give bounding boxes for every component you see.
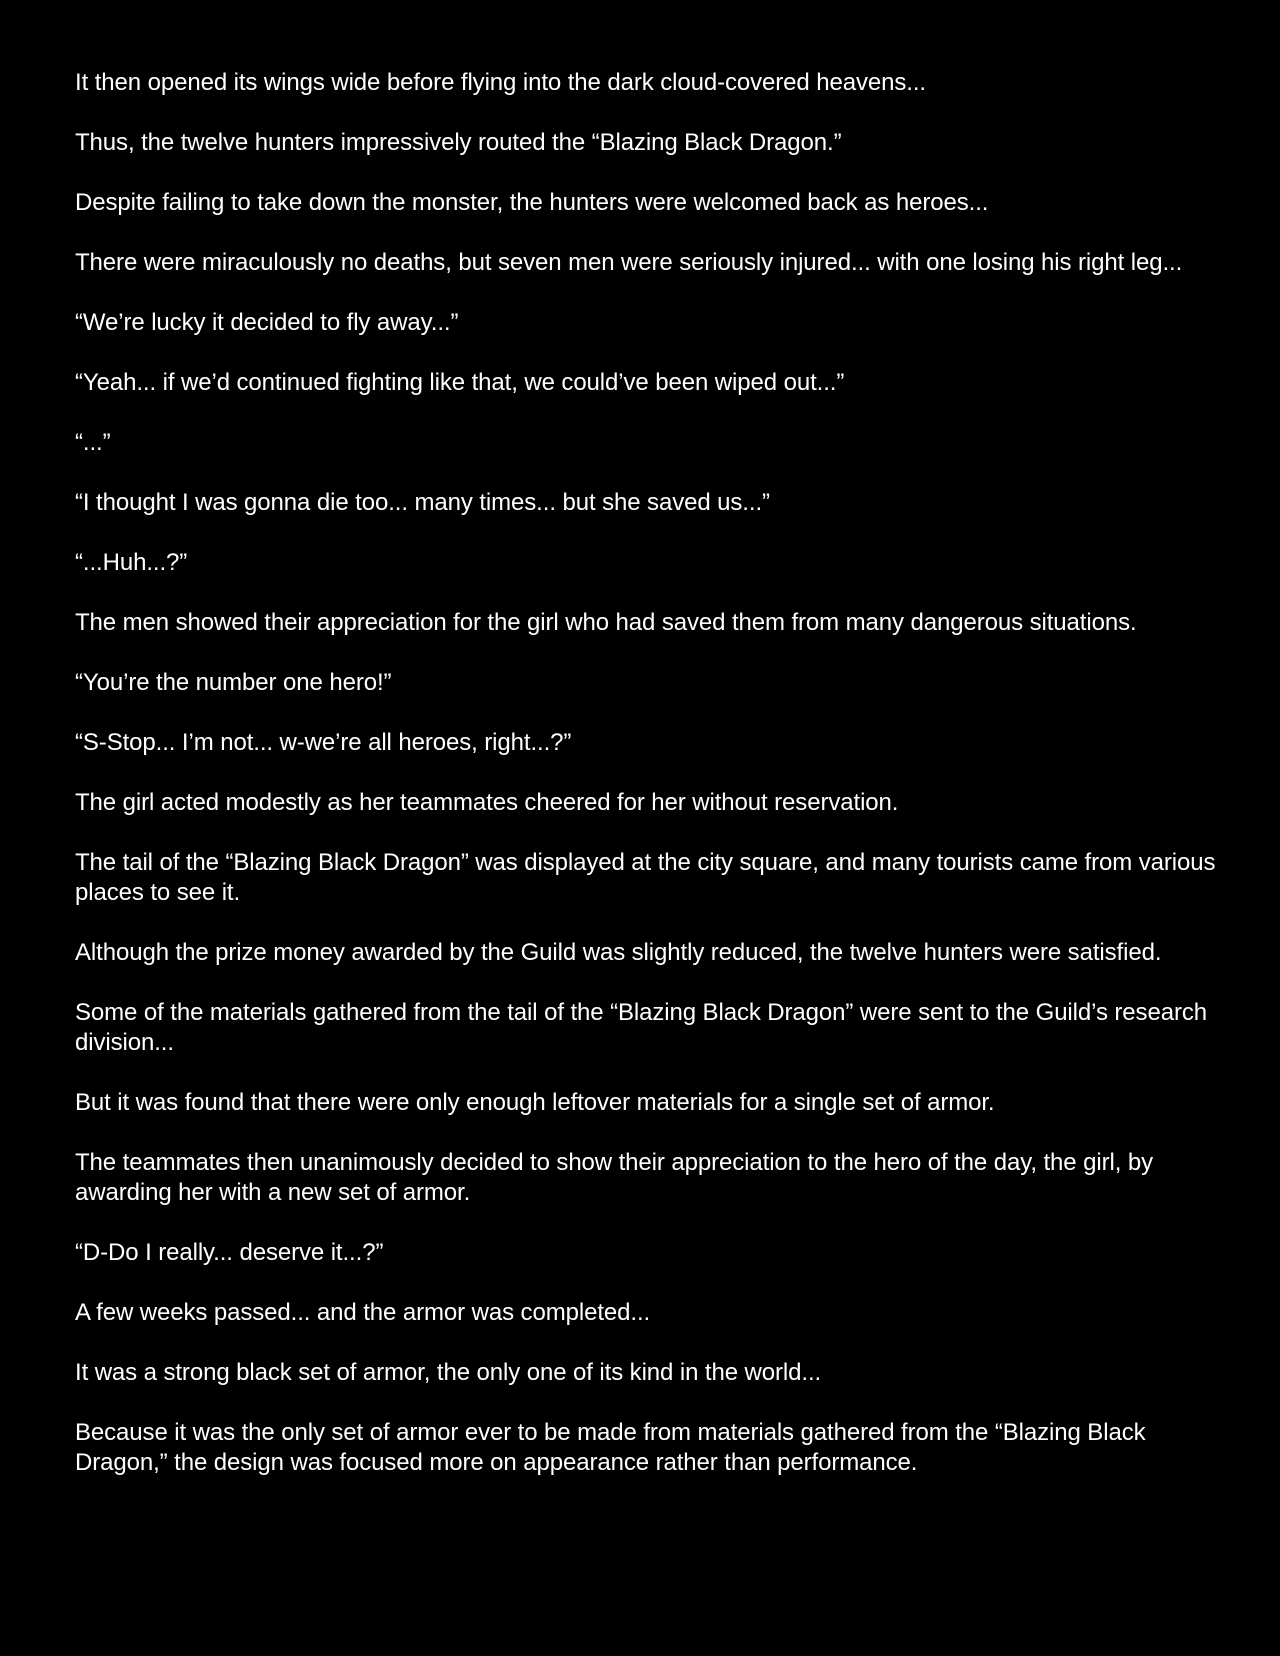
- dialogue-line: “...”: [75, 429, 111, 456]
- paragraph: There were miraculously no deaths, but seven men were seriously injured... with one losing his right leg...: [75, 249, 1183, 276]
- paragraph: But it was found that there were only enough leftover materials for a single set of armor.: [75, 1089, 995, 1116]
- paragraph: Some of the materials gathered from the tail of the “Blazing Black Dragon” were sent to the Guild’s research division...: [75, 999, 1207, 1056]
- paragraph: It was a strong black set of armor, the only one of its kind in the world...: [75, 1359, 822, 1386]
- paragraph: The men showed their appreciation for the girl who had saved them from many dangerous situations.: [75, 609, 1137, 636]
- paragraph: The girl acted modestly as her teammates cheered for her without reservation.: [75, 789, 899, 816]
- paragraph: The teammates then unanimously decided to show their appreciation to the hero of the day, the girl, by awarding her with a new set of armor.: [75, 1149, 1153, 1206]
- dialogue-line: “...Huh...?”: [75, 549, 188, 576]
- dialogue-line: “S-Stop... I’m not... w-we’re all heroes, right...?”: [75, 729, 572, 756]
- paragraph: Although the prize money awarded by the Guild was slightly reduced, the twelve hunters were satisfied.: [75, 939, 1162, 966]
- paragraph: Despite failing to take down the monster, the hunters were welcomed back as heroes...: [75, 189, 989, 216]
- paragraph: It then opened its wings wide before flying into the dark cloud-covered heavens...: [75, 69, 926, 96]
- dialogue-line: “You’re the number one hero!”: [75, 669, 392, 696]
- dialogue-line: “I thought I was gonna die too... many times... but she saved us...”: [75, 489, 770, 516]
- dialogue-line: “D-Do I really... deserve it...?”: [75, 1239, 384, 1266]
- paragraph: The tail of the “Blazing Black Dragon” was displayed at the city square, and many tourists came from various places to see it.: [75, 849, 1216, 906]
- paragraph: Because it was the only set of armor ever to be made from materials gathered from the “Blazing Black Dragon,” the design was focused more on appearance rather than performance.: [75, 1419, 1146, 1476]
- dialogue-line: “Yeah... if we’d continued fighting like that, we could’ve been wiped out...”: [75, 369, 845, 396]
- paragraph: Thus, the twelve hunters impressively routed the “Blazing Black Dragon.”: [75, 129, 842, 156]
- dialogue-line: “We’re lucky it decided to fly away...”: [75, 309, 459, 336]
- paragraph: A few weeks passed... and the armor was completed...: [75, 1299, 651, 1326]
- story-text: [75, 68, 1220, 1508]
